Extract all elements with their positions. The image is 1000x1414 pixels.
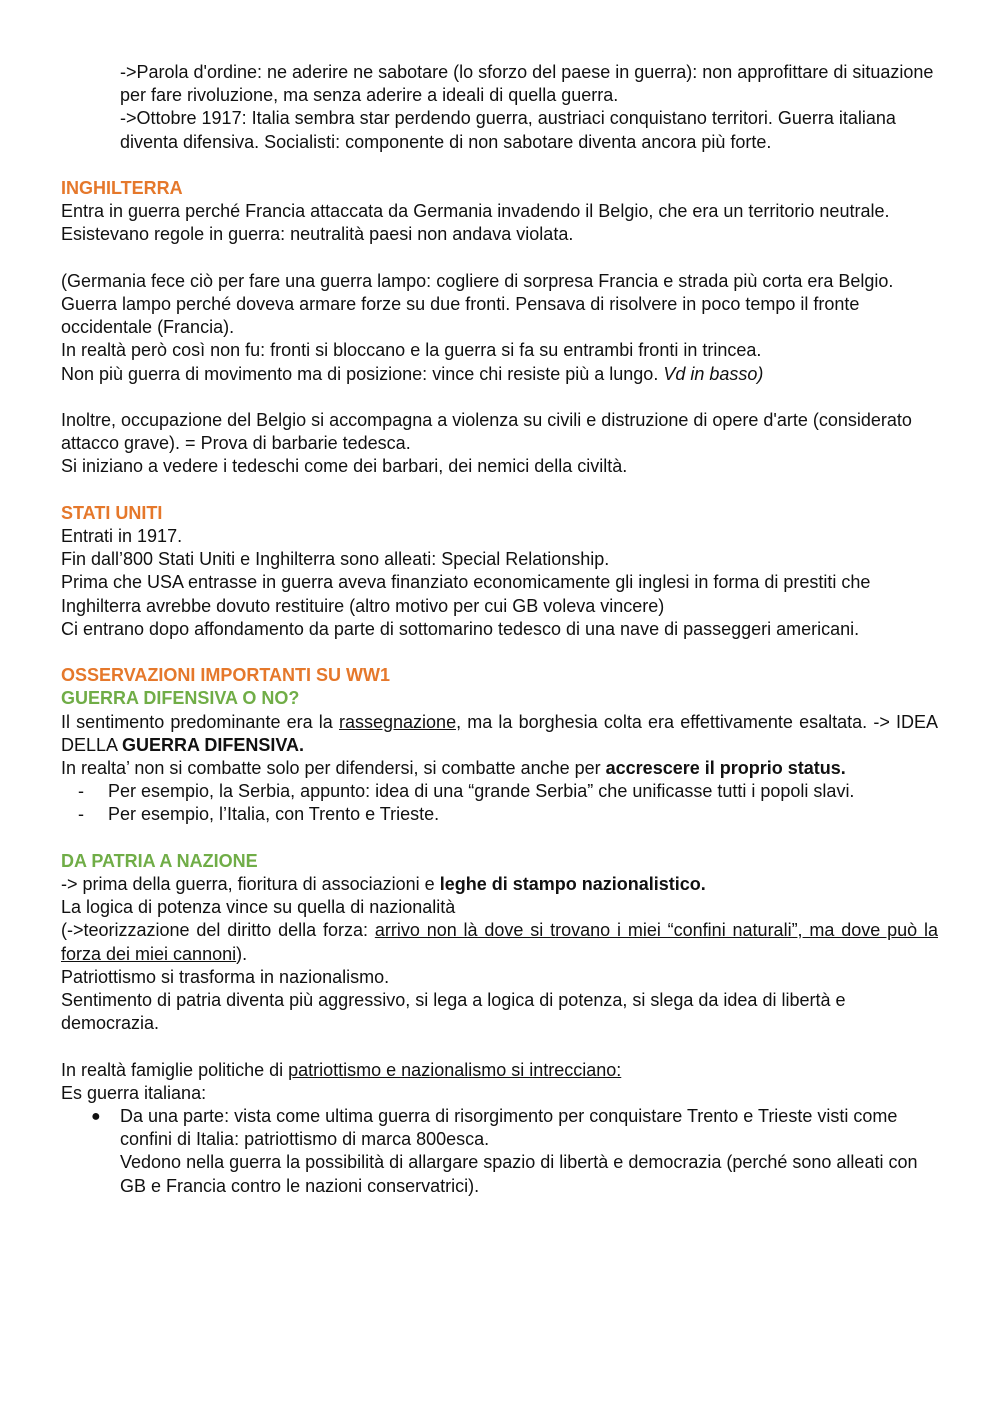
list-item-text: Per esempio, l’Italia, con Trento e Trieste.	[108, 804, 440, 825]
paragraph: Fin dall’800 Stati Uniti e Inghilterra sono alleati: Special Relationship.	[61, 549, 610, 570]
paragraph: Inoltre, occupazione del Belgio si accompagna a violenza su civili e distruzione di opere d'arte (considerato attacco grave). = Prova di barbarie tedesca.	[61, 410, 912, 454]
text-span: (->teorizzazione del diritto della forza:	[61, 920, 375, 941]
paragraph: Es guerra italiana:	[61, 1082, 207, 1103]
paragraph	[61, 711, 938, 757]
paragraph: Sentimento di patria diventa più aggressivo, si lega a logica di potenza, si slega da idea di libertà e democrazia.	[61, 990, 846, 1034]
paragraph: Ci entrano dopo affondamento da parte di sottomarino tedesco di una nave di passeggeri americani.	[61, 618, 860, 639]
dash-marker: -	[78, 781, 84, 802]
paragraph: Esistevano regole in guerra: neutralità paesi non andava violata.	[61, 224, 574, 245]
list-item-text: Da una parte: vista come ultima guerra di risorgimento per conquistare Trento e Trieste visti come confini di Italia: patriottismo di marca 800esca.	[120, 1106, 898, 1150]
list-item	[61, 803, 938, 826]
paragraph	[61, 873, 938, 896]
heading-stati-uniti: STATI UNITI	[61, 502, 163, 523]
paragraph: La logica di potenza vince su quella di nazionalità	[61, 897, 456, 918]
text-span: ma la borghesia colta era effettivamente esaltata. -> IDEA DELLA	[61, 711, 939, 755]
paragraph	[61, 757, 938, 780]
dash-list	[61, 780, 938, 826]
text-span: ).	[236, 943, 248, 964]
list-item-text: Per esempio, la Serbia, appunto: idea di una “grande Serbia” che unificasse tutti i popoli slavi.	[108, 781, 855, 802]
paragraph: Prima che USA entrasse in guerra aveva finanziato economicamente gli inglesi in forma di prestiti che Inghilterra avrebbe dovuto restituire (altro motivo per cui GB voleva vincere)	[61, 572, 871, 616]
text-span: Il sentimento predominante era la	[61, 711, 339, 732]
document-body	[61, 61, 938, 1198]
text-span: In realtà famiglie politiche di	[61, 1059, 289, 1080]
heading-da-patria-a-nazione: DA PATRIA A NAZIONE	[61, 850, 258, 871]
intro-line-1: ->Parola d'ordine: ne aderire ne sabotare (lo sforzo del paese in guerra): non approfittare di situazione per fare rivoluzione, ma senza aderire a ideali di quella guerra.	[120, 62, 934, 106]
list-item-text: Vedono nella guerra la possibilità di allargare spazio di libertà e democrazia (perché sono alleati con GB e Francia contro le nazioni conservatrici).	[120, 1152, 918, 1196]
paragraph	[61, 363, 938, 386]
subheading-guerra-difensiva: GUERRA DIFENSIVA O NO?	[61, 688, 300, 709]
paragraph: (Germania fece ciò per fare una guerra lampo: cogliere di sorpresa Francia e strada più corta era Belgio. Guerra lampo perché doveva armare forze su due fronti. Pensava di risolvere in poco tempo il fronte occidentale (Francia).	[61, 270, 894, 338]
underlined-text: rassegnazione,	[339, 711, 462, 732]
paragraph: Entra in guerra perché Francia attaccata da Germania invadendo il Belgio, che era un territorio neutrale.	[61, 201, 890, 222]
dash-marker: -	[78, 804, 84, 825]
paragraph	[61, 1059, 938, 1082]
bullet-marker: ●	[91, 1108, 101, 1126]
text-span: -> prima della guerra, fioritura di associazioni e	[61, 874, 440, 895]
bold-text: leghe di stampo nazionalistico.	[439, 874, 706, 895]
intro-line-2: ->Ottobre 1917: Italia sembra star perdendo guerra, austriaci conquistano territori. Guerra italiana diventa difensiva. Socialisti: componente di non sabotare diventa ancora più forte.	[120, 108, 896, 152]
list-item	[61, 780, 938, 803]
text-span: In realta’ non si combatte solo per difendersi, si combatte anche per	[61, 758, 606, 779]
bold-text: accrescere il proprio status.	[605, 758, 846, 779]
bullet-list	[61, 1105, 938, 1198]
list-item	[61, 1105, 938, 1198]
underlined-text: patriottismo e nazionalismo si intrecciano:	[288, 1059, 622, 1080]
heading-osservazioni: OSSERVAZIONI IMPORTANTI SU WW1	[61, 665, 391, 686]
paragraph: In realtà però così non fu: fronti si bloccano e la guerra si fa su entrambi fronti in trincea.	[61, 340, 762, 361]
underlined-text: arrivo non là dove si trovano i miei “confini naturali”, ma dove può la forza dei miei cannoni	[61, 920, 938, 964]
heading-inghilterra: INGHILTERRA	[61, 178, 183, 198]
italic-note: Vd in basso)	[663, 363, 764, 384]
paragraph: Si iniziano a vedere i tedeschi come dei barbari, dei nemici della civiltà.	[61, 456, 628, 477]
bold-text: GUERRA DIFENSIVA.	[122, 734, 305, 755]
paragraph: Entrati in 1917.	[61, 526, 183, 546]
paragraph	[61, 919, 938, 965]
text-span: Non più guerra di movimento ma di posizione: vince chi resiste più a lungo.	[61, 363, 664, 384]
paragraph: Patriottismo si trasforma in nazionalismo.	[61, 966, 390, 987]
